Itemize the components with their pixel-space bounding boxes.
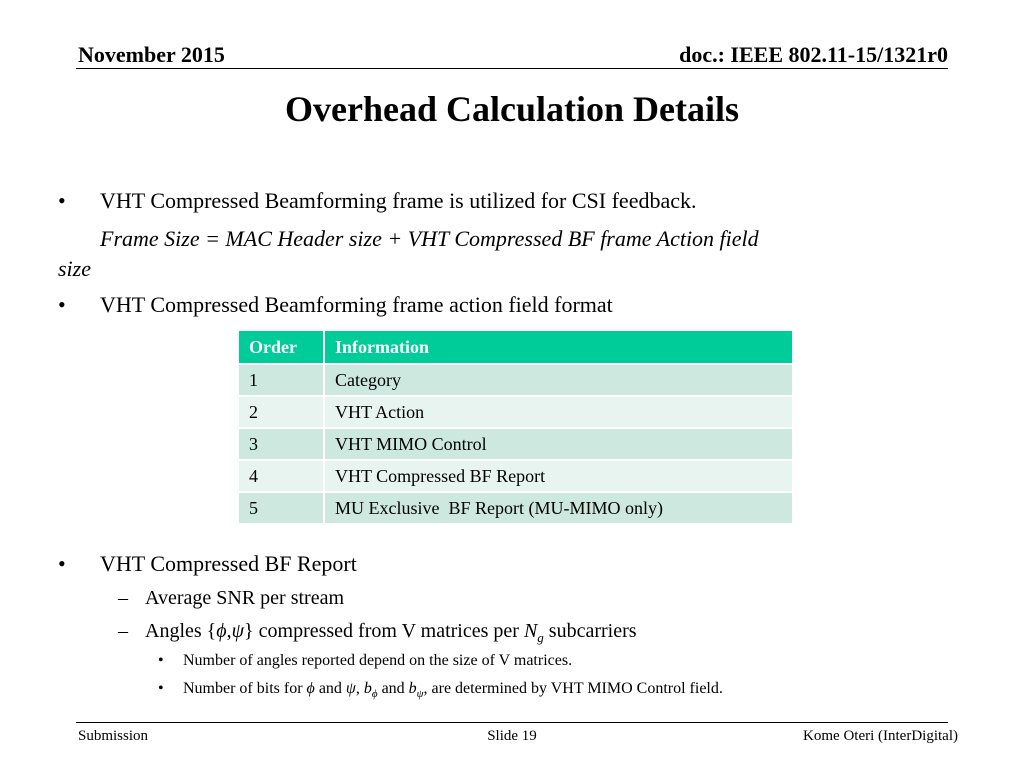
- table-cell-information: VHT MIMO Control: [324, 428, 793, 460]
- sub-bullet-avg-snr: Average SNR per stream: [145, 587, 345, 609]
- table-header-order: Order: [238, 330, 324, 364]
- table-cell-information: VHT Compressed BF Report: [324, 460, 793, 492]
- table-row: [238, 364, 793, 396]
- footer-submission: Submission: [78, 728, 149, 744]
- slide-title: Overhead Calculation Details: [285, 89, 739, 129]
- sub-sub-bullet-marker: •: [158, 680, 164, 697]
- table-cell-information: VHT Action: [324, 396, 793, 428]
- action-field-table: [237, 329, 794, 525]
- sub-sub-bullet-marker: •: [158, 652, 164, 669]
- table-cell-information: MU Exclusive BF Report (MU-MIMO only): [324, 492, 793, 524]
- table-row: [238, 428, 793, 460]
- ng-symbol: N: [523, 620, 538, 642]
- bullet-text-action-field-format: VHT Compressed Beamforming frame action field format: [100, 292, 613, 317]
- bits-and-2: and: [377, 680, 409, 697]
- bullet-marker: •: [58, 188, 66, 213]
- table-cell-order: 4: [238, 460, 324, 492]
- angles-mid: } compressed from V matrices per: [244, 620, 524, 642]
- psi-symbol: ψ: [345, 680, 356, 697]
- header-divider: [76, 68, 948, 69]
- bits-and: and: [314, 680, 346, 697]
- table-cell-order: 2: [238, 396, 324, 428]
- bullet-marker: •: [58, 292, 66, 317]
- footer-author: Kome Oteri (InterDigital): [803, 728, 958, 744]
- phi-symbol: ϕ: [306, 680, 315, 697]
- b-phi-symbol: b: [363, 680, 372, 697]
- bits-prefix: Number of bits for: [183, 680, 307, 697]
- footer-slide-number: Slide 19: [487, 728, 537, 744]
- angles-comma: ,: [226, 620, 232, 642]
- table-header-row: [238, 330, 793, 364]
- table-cell-order: 5: [238, 492, 324, 524]
- bullet-text-bf-report: VHT Compressed BF Report: [100, 551, 357, 576]
- sub-bullet-dash: –: [118, 587, 128, 609]
- table-row: [238, 396, 793, 428]
- footer-divider: [76, 722, 948, 723]
- table-cell-information: Category: [324, 364, 793, 396]
- angles-prefix: Angles {: [145, 620, 217, 642]
- b-psi-subscript: ψ: [416, 688, 424, 701]
- header-doc-id: doc.: IEEE 802.11-15/1321r0: [679, 42, 948, 67]
- formula-line-2: size: [58, 256, 91, 281]
- table-row: [238, 492, 793, 524]
- table-cell-order: 1: [238, 364, 324, 396]
- bullet-text-csi-feedback: VHT Compressed Beamforming frame is utilized for CSI feedback.: [100, 188, 697, 213]
- angles-suffix: subcarriers: [543, 620, 637, 642]
- b-psi-symbol: b: [408, 680, 417, 697]
- b-phi-subscript: ϕ: [371, 688, 378, 701]
- header-date: November 2015: [78, 42, 225, 67]
- table-header-information: Information: [324, 330, 793, 364]
- bits-tail: , are determined by VHT MIMO Control field.: [423, 680, 723, 697]
- ng-subscript: g: [537, 630, 544, 645]
- sub-bullet-angles: [145, 620, 637, 646]
- table-row: [238, 460, 793, 492]
- bits-comma: ,: [355, 680, 364, 697]
- table-cell-order: 3: [238, 428, 324, 460]
- sub-bullet-dash: –: [118, 620, 128, 642]
- psi-symbol: ψ: [231, 620, 245, 642]
- sub-sub-bullet-num-angles: Number of angles reported depend on the size of V matrices.: [183, 652, 573, 669]
- sub-sub-bullet-num-bits: [183, 680, 723, 700]
- bullet-marker: •: [58, 551, 66, 576]
- formula-line-1: Frame Size = MAC Header size + VHT Compressed BF frame Action field: [100, 226, 759, 251]
- phi-symbol: ϕ: [216, 620, 227, 642]
